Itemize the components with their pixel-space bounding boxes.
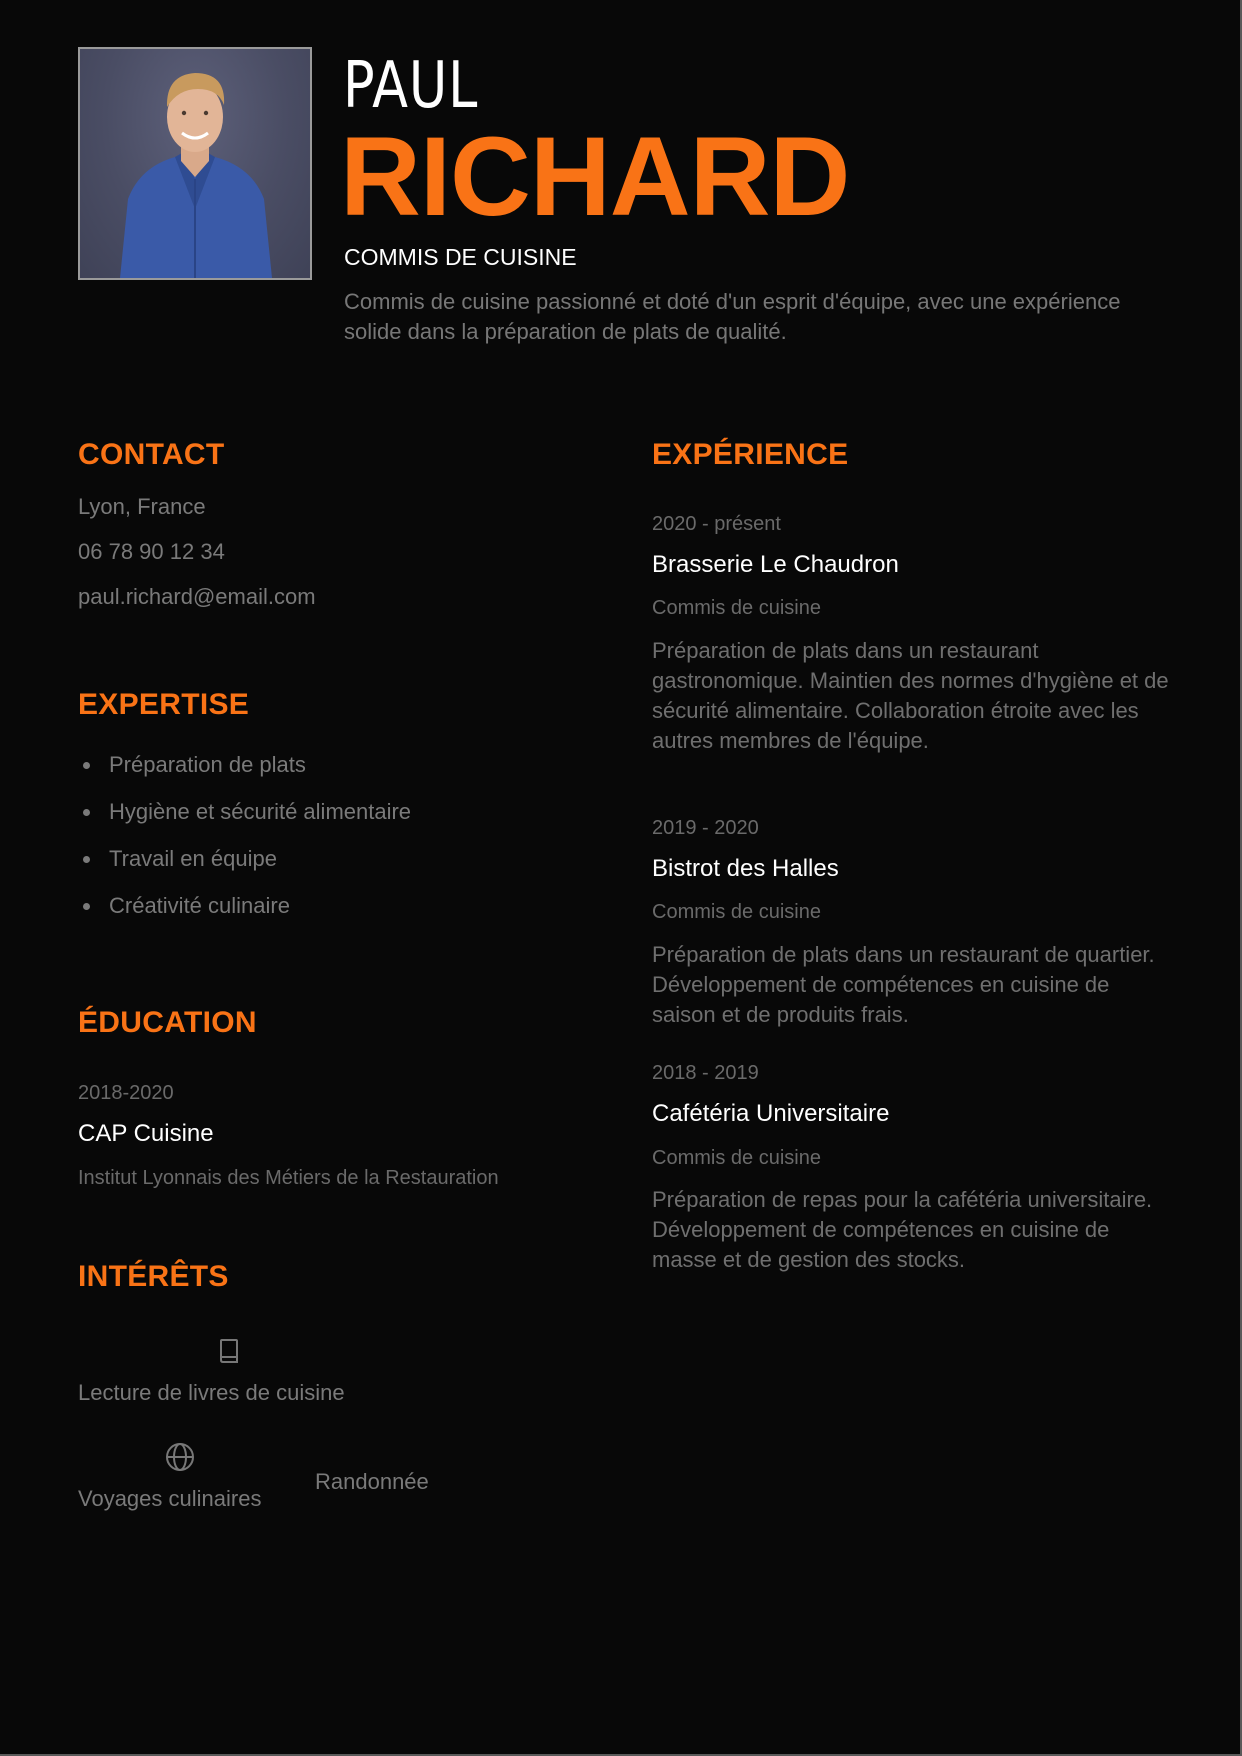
experience-dates: 2019 - 2020 — [652, 817, 759, 839]
first-name: PAUL — [343, 49, 479, 123]
interest-item-travel: Voyages culinaires — [78, 1486, 262, 1511]
experience-role: Commis de cuisine — [652, 901, 821, 923]
book-icon — [214, 1336, 244, 1366]
experience-role: Commis de cuisine — [652, 1147, 821, 1169]
contact-phone[interactable]: 06 78 90 12 34 — [78, 539, 225, 564]
contact-email[interactable]: paul.richard@email.com — [78, 584, 316, 609]
experience-company: Cafétéria Universitaire — [652, 1100, 890, 1127]
profile-summary: Commis de cuisine passionné et doté d'un esprit d'équipe, avec une expérience solide dans la préparation de plats de qualité. — [344, 289, 1121, 344]
experience-dates: 2018 - 2019 — [652, 1062, 759, 1084]
contact-heading: CONTACT — [78, 438, 225, 471]
interest-item-hiking: Randonnée — [315, 1469, 429, 1494]
education-degree: CAP Cuisine — [78, 1120, 214, 1147]
expertise-list — [78, 750, 411, 938]
experience-role: Commis de cuisine — [652, 597, 821, 619]
bullet-icon — [83, 856, 90, 863]
expertise-heading: EXPERTISE — [78, 688, 250, 721]
interests-heading: INTÉRÊTS — [78, 1260, 229, 1293]
profile-photo — [78, 47, 312, 280]
education-school: Institut Lyonnais des Métiers de la Restauration — [78, 1167, 499, 1189]
experience-heading: EXPÉRIENCE — [652, 438, 849, 471]
experience-company: Brasserie Le Chaudron — [652, 551, 899, 578]
education-heading: ÉDUCATION — [78, 1006, 257, 1039]
last-name: RICHARD — [340, 114, 850, 239]
contact-location: Lyon, France — [78, 494, 206, 519]
experience-description: Préparation de repas pour la cafétéria universitaire. Développement de compétences en cuisine de masse et de gestion des stocks. — [652, 1187, 1153, 1272]
expertise-item: Préparation de plats — [78, 750, 411, 797]
globe-icon — [165, 1442, 195, 1472]
bullet-icon — [83, 809, 90, 816]
interest-item-reading: Lecture de livres de cuisine — [78, 1380, 345, 1405]
expertise-item: Créativité culinaire — [78, 891, 411, 938]
bullet-icon — [83, 903, 90, 910]
job-title: COMMIS DE CUISINE — [344, 244, 577, 270]
experience-description: Préparation de plats dans un restaurant gastronomique. Maintien des normes d'hygiène et de sécurité alimentaire. Collaboration étroite avec les autres membres de l'équipe. — [652, 638, 1169, 753]
expertise-item: Hygiène et sécurité alimentaire — [78, 797, 411, 844]
bullet-icon — [83, 762, 90, 769]
expertise-item: Travail en équipe — [78, 844, 411, 891]
experience-dates: 2020 - présent — [652, 513, 781, 535]
education-dates: 2018-2020 — [78, 1082, 174, 1104]
experience-description: Préparation de plats dans un restaurant de quartier. Développement de compétences en cuisine de saison et de produits frais. — [652, 942, 1155, 1027]
experience-company: Bistrot des Halles — [652, 855, 839, 882]
person-portrait-icon — [80, 49, 310, 278]
